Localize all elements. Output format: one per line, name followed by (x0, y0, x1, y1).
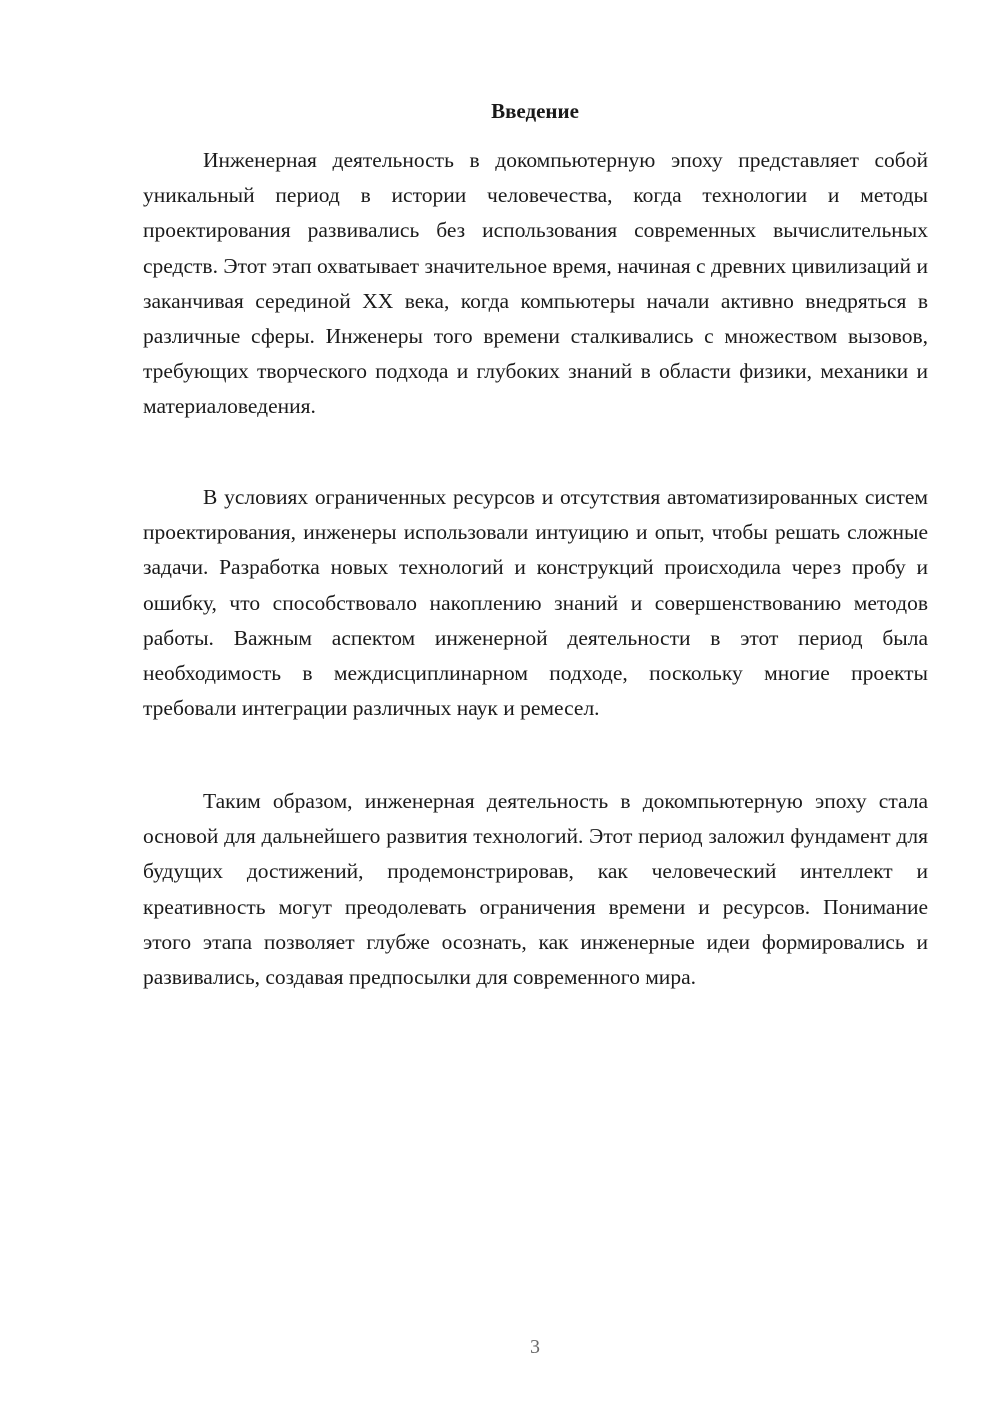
paragraph-3: Таким образом, инженерная деятельность в докомпьютерную эпоху стала основой для дальнейшего развития технологий. Этот период заложил фундамент для будущих достижений, продемонстрировав, как человеческий интеллект и креативность могут преодолевать ограничения времени и ресурсов. Понимание этого этапа позволяет глубже осознать, как инженерные идеи формировались и развивались, создавая предпосылки для современного мира. (143, 789, 928, 990)
paragraph-1: Инженерная деятельность в докомпьютерную эпоху представляет собой уникальный период в истории человечества, когда технологии и методы проектирования развивались без использования современных вычислительных средств. Этот этап охватывает значительное время, начиная с древних цивилизаций и заканчивая серединой XX века, когда компьютеры начали активно внедряться в различные сферы. Инженеры того времени сталкивались с множеством вызовов, требующих творческого подхода и глубоких знаний в области физики, механики и материаловедения. (143, 148, 928, 419)
section-title: Введение (491, 99, 579, 123)
page-number: 3 (530, 1336, 540, 1358)
paragraph-2: В условиях ограниченных ресурсов и отсутствия автоматизированных систем проектирования, инженеры использовали интуицию и опыт, чтобы решать сложные задачи. Разработка новых технологий и конструкций происходила через пробу и ошибку, что способствовало накоплению знаний и совершенствованию методов работы. Важным аспектом инженерной деятельности в этот период была необходимость в междисциплинарном подходе, поскольку многие проекты требовали интеграции различных наук и ремесел. (143, 485, 928, 721)
